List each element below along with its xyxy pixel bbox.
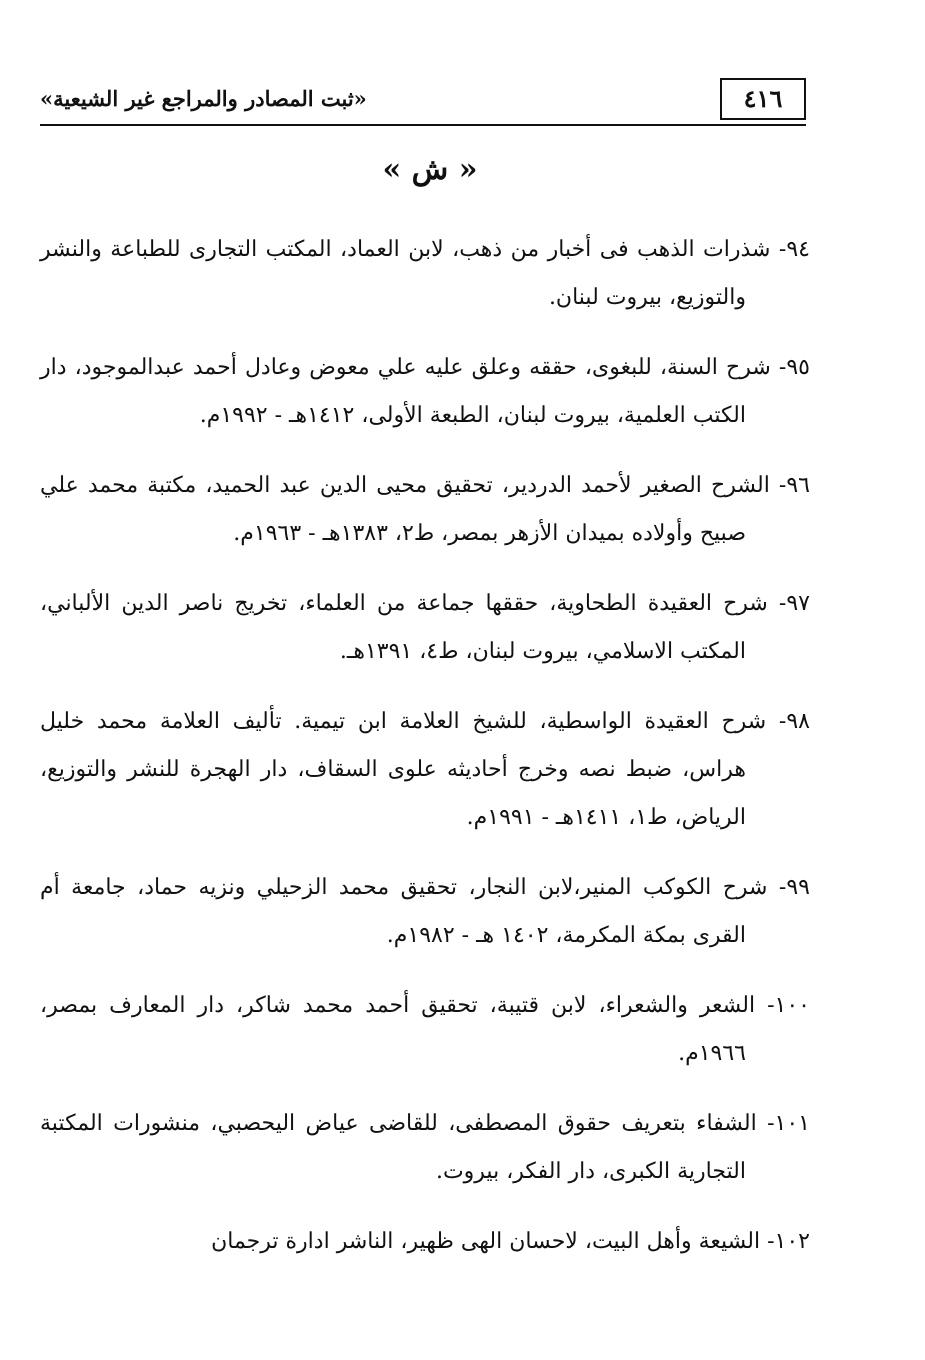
section-heading: « ش » xyxy=(382,152,478,187)
entry-text: ٩٩- شرح الكوكب المنير،لابن النجار، تحقيق محمد الزحيلي ونزيه حماد، جامعة أم القرى بمكة المكرمة، ١٤٠٢ هـ - ١٩٨٢م. xyxy=(40,875,810,948)
bibliography-entry xyxy=(40,1218,810,1266)
bibliography-entry xyxy=(40,580,810,676)
running-title: «ثبت المصادر والمراجع غير الشيعية» xyxy=(40,86,367,111)
entry-text: ٩٨- شرح العقيدة الواسطية، للشيخ العلامة ابن تيمية. تأليف العلامة محمد خليل هراس، ضبط نصه وخرج أحاديثه علوى السقاف، دار الهجرة للنشر والتوزيع، الرياض، ط١، ١٤١١هـ - ١٩٩١م. xyxy=(40,709,810,830)
bibliography-list xyxy=(40,204,810,1276)
entry-text: ١٠٠- الشعر والشعراء، لابن قتيبة، تحقيق أحمد محمد شاكر، دار المعارف بمصر، ١٩٦٦م. xyxy=(40,993,810,1066)
entry-text: ٩٧- شرح العقيدة الطحاوية، حققها جماعة من العلماء، تخريج ناصر الدين الألباني، المكتب الاسلامي، بيروت لبنان، ط٤، ١٣٩١هـ. xyxy=(40,591,810,664)
entry-text: ٩٥- شرح السنة، للبغوى، حققه وعلق عليه علي معوض وعادل أحمد عبدالموجود، دار الكتب العلمية، بيروت لبنان، الطبعة الأولى، ١٤١٢هـ - ١٩٩٢م. xyxy=(40,355,810,428)
bibliography-entry xyxy=(40,226,810,322)
bibliography-entry xyxy=(40,698,810,842)
bibliography-entry xyxy=(40,462,810,558)
page-number: ٤١٦ xyxy=(720,78,806,120)
entry-text: ١٠٢- الشيعة وأهل البيت، لاحسان الهى ظهير، الناشر ادارة ترجمان xyxy=(211,1229,810,1254)
bibliography-entry xyxy=(40,982,810,1078)
entry-text: ١٠١- الشفاء بتعريف حقوق المصطفى، للقاضى عياض اليحصبي، منشورات المكتبة التجارية الكبرى، دار الفكر، بيروت. xyxy=(40,1111,810,1184)
bibliography-entry xyxy=(40,1100,810,1196)
entry-text: ٩٤- شذرات الذهب فى أخبار من ذهب، لابن العماد، المكتب التجارى للطباعة والنشر والتوزيع، بيروت لبنان. xyxy=(40,237,810,310)
bibliography-entry xyxy=(40,344,810,440)
bibliography-entry xyxy=(40,864,810,960)
entry-text: ٩٦- الشرح الصغير لأحمد الدردير، تحقيق محيى الدين عبد الحميد، مكتبة محمد علي صبيح وأولاده بميدان الأزهر بمصر، ط٢، ١٣٨٣هـ - ١٩٦٣م. xyxy=(40,473,810,546)
running-header xyxy=(40,78,806,126)
